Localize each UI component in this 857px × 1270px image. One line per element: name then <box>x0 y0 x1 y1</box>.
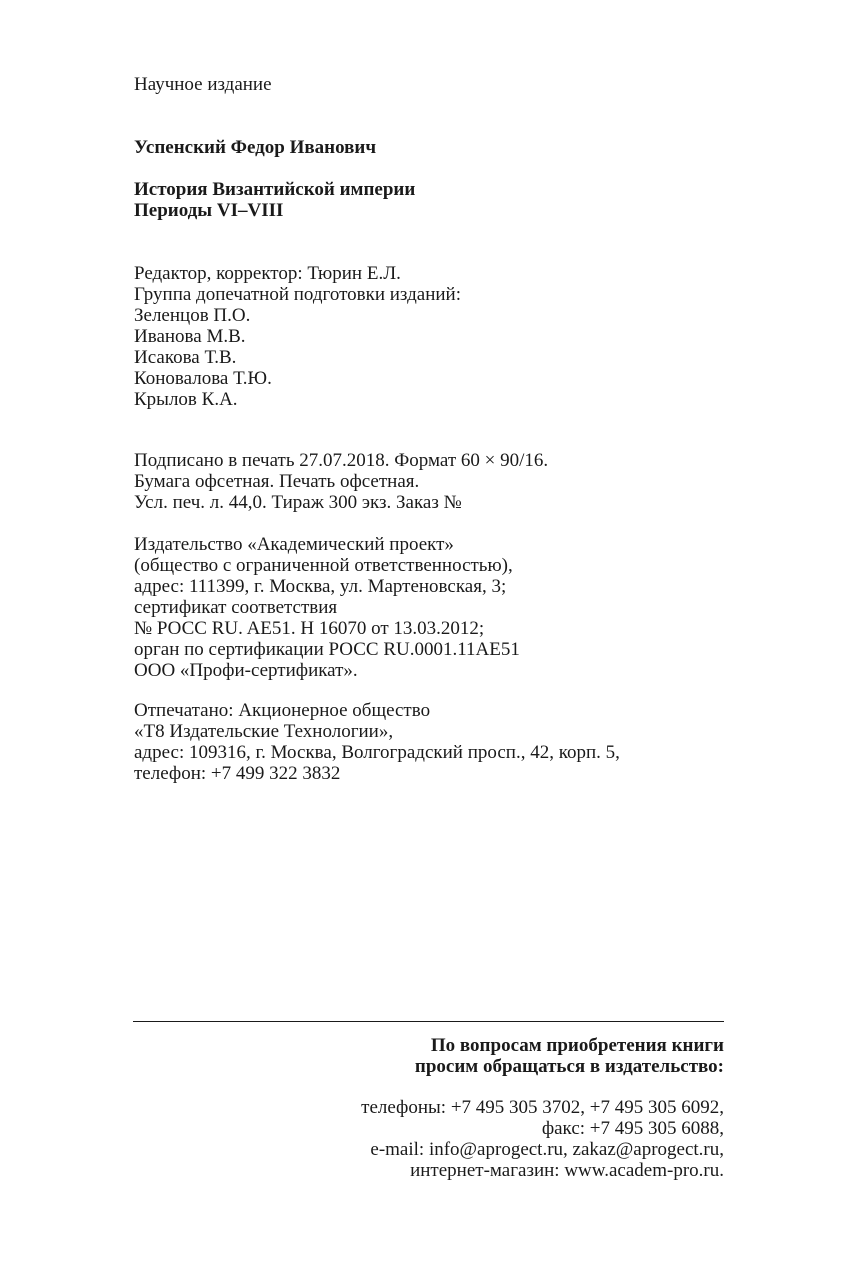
publisher-line: № РОСС RU. AE51. H 16070 от 13.03.2012; <box>134 618 485 639</box>
contact-webshop: интернет-магазин: www.academ-pro.ru. <box>410 1160 724 1181</box>
publisher-block <box>134 534 520 681</box>
purchase-info-block <box>415 1035 724 1077</box>
staff-name: Коновалова Т.Ю. <box>134 368 272 389</box>
printer-line: «Т8 Издательские Технологии», <box>134 721 394 742</box>
book-subtitle: Периоды VI–VIII <box>134 200 284 221</box>
publisher-line: (общество с ограниченной ответственностью), <box>134 555 513 576</box>
prepress-group-heading: Группа допечатной подготовки изданий: <box>134 284 461 305</box>
printer-block <box>134 700 620 784</box>
edition-type-block <box>134 74 272 95</box>
printer-line: адрес: 109316, г. Москва, Волгоградский просп., 42, корп. 5, <box>134 742 620 763</box>
contact-email: e-mail: info@aprogect.ru, zakaz@aprogect.ru, <box>370 1139 724 1160</box>
staff-name: Зеленцов П.О. <box>134 305 251 326</box>
print-specs-block <box>134 450 548 513</box>
edition-type: Научное издание <box>134 74 272 95</box>
printer-line: телефон: +7 499 322 3832 <box>134 763 341 784</box>
purchase-subheading: просим обращаться в издательство: <box>414 1056 724 1077</box>
staff-name: Крылов К.А. <box>134 389 238 410</box>
book-title: История Византийской империи <box>134 179 416 200</box>
publisher-line: Издательство «Академический проект» <box>134 534 454 555</box>
print-spec-line: Бумага офсетная. Печать офсетная. <box>134 471 420 492</box>
contact-fax: факс: +7 495 305 6088, <box>541 1118 724 1139</box>
publisher-line: сертификат соответствия <box>134 597 338 618</box>
publisher-line: ООО «Профи-сертификат». <box>134 660 358 681</box>
purchase-heading: По вопросам приобретения книги <box>430 1035 724 1056</box>
print-spec-line: Подписано в печать 27.07.2018. Формат 60 × 90/16. <box>134 450 549 471</box>
publisher-line: орган по сертификации РОСС RU.0001.11AE51 <box>134 639 520 660</box>
editor-line: Редактор, корректор: Тюрин Е.Л. <box>134 263 401 284</box>
staff-name: Иванова М.В. <box>134 326 246 347</box>
author-block <box>134 137 376 158</box>
contact-phones: телефоны: +7 495 305 3702, +7 495 305 6092, <box>361 1097 724 1118</box>
divider <box>133 1021 724 1022</box>
contacts-block <box>361 1097 724 1181</box>
book-title-block <box>134 179 415 221</box>
staff-name: Исакова Т.В. <box>134 347 237 368</box>
author-name: Успенский Федор Иванович <box>134 137 377 158</box>
editorial-staff-block <box>134 263 461 410</box>
printer-line: Отпечатано: Акционерное общество <box>134 700 431 721</box>
publisher-line: адрес: 111399, г. Москва, ул. Мартеновская, 3; <box>134 576 507 597</box>
print-spec-line: Усл. печ. л. 44,0. Тираж 300 экз. Заказ № <box>134 492 462 513</box>
